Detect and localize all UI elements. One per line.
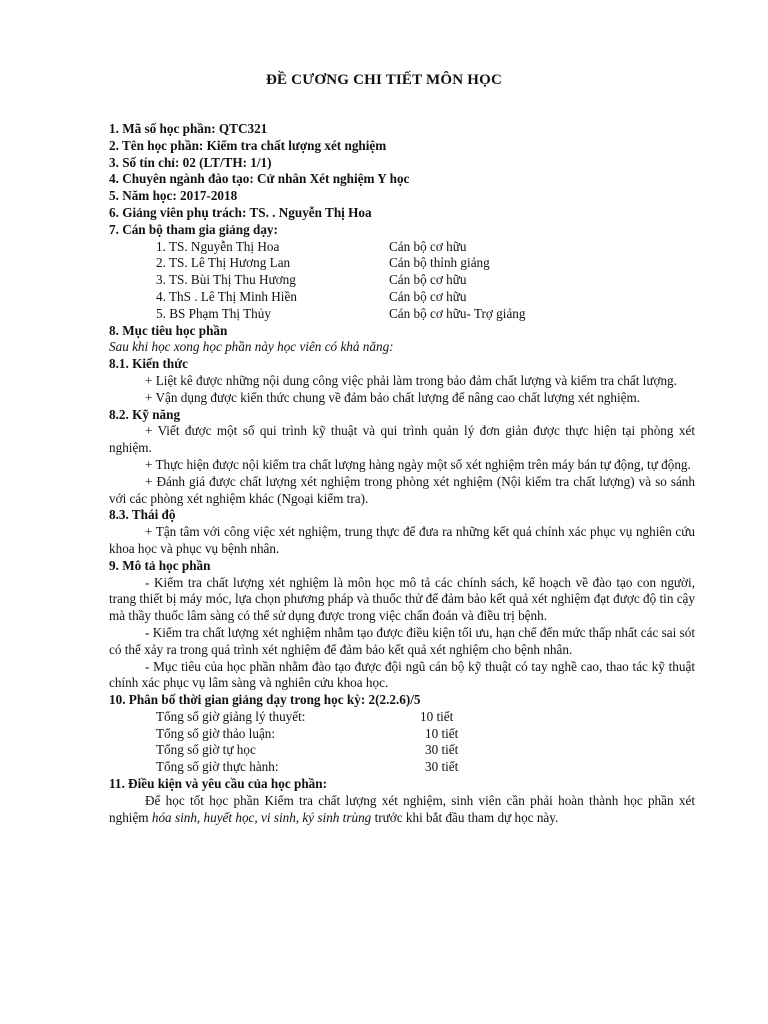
info-course-code: 1. Mã số học phần: QTC321 (109, 121, 268, 136)
hours-row (109, 726, 695, 743)
attitude-item: + Tận tâm với công việc xét nghiệm, trung thực để đưa ra những kết quả chính xác phục vụ nghiên cứu khoa học và phục vụ bệnh nhân. (109, 524, 695, 556)
section-8-heading: 8. Mục tiêu học phần (109, 322, 228, 338)
staff-row (109, 255, 695, 272)
prerequisite-text-end: trước khi bắt đầu tham dự học này. (371, 809, 559, 825)
prerequisite-paragraph (109, 793, 695, 827)
hours-row (109, 709, 695, 726)
staff-heading: 7. Cán bộ tham gia giảng dạy: (109, 221, 278, 237)
staff-row (109, 289, 695, 306)
prerequisite-text-start: Để học tốt học phần Kiểm tra chất lượng xét nghiệm, sinh viên cần phải hoàn thành học phần xét nghiệm (109, 792, 695, 825)
staff-row (109, 306, 695, 323)
knowledge-item: + Vận dụng được kiến thức chung về đảm bảo chất lượng để nâng cao chất lượng xét nghiệm. (145, 389, 641, 405)
section-8-1-heading: 8.1. Kiến thức (109, 356, 188, 372)
hours-value: 10 tiết (425, 725, 459, 741)
section-10-heading: 10. Phân bố thời gian giảng dạy trong học kỳ: 2(2.2.6)/5 (109, 692, 421, 708)
hours-label: Tổng số giờ giảng lý thuyết: (156, 708, 306, 724)
info-lecturer: 6. Giảng viên phụ trách: TS. . Nguyễn Thị Hoa (109, 204, 372, 220)
section-8-2-heading: 8.2. Kỹ năng (109, 406, 181, 422)
staff-row (109, 239, 695, 256)
description-item: - Kiểm tra chất lượng xét nghiệm là môn học mô tả các chính sách, kế hoạch về đào tạo con người, trang thiết bị máy móc, lựa chọn phương pháp và thuốc thử để đảm bảo kết quả xét nghiệm đạt được độ tin cậy mà thầy thuốc lâm sàng có thể sử dụng được trong việc chẩn đoán và điều trị bệnh. (109, 574, 696, 624)
staff-role: Cán bộ cơ hữu- Trợ giảng (389, 305, 526, 321)
info-school-year: 5. Năm học: 2017-2018 (109, 188, 238, 204)
description-item: - Mục tiêu của học phần nhằm đào tạo được đội ngũ cán bộ kỹ thuật có tay nghề cao, thao tác kỹ thuật chính xác phục vụ lâm sàng và nghiên cứu khoa học. (109, 658, 695, 691)
staff-role: Cán bộ cơ hữu (389, 238, 467, 254)
section-11-heading: 11. Điều kiện và yêu cầu của học phần: (109, 776, 327, 792)
staff-row (109, 272, 695, 289)
hours-value: 10 tiết (420, 708, 454, 724)
hours-value: 30 tiết (425, 759, 459, 775)
staff-name: 4. ThS . Lê Thị Minh Hiền (156, 288, 297, 304)
hours-label: Tổng số giờ thảo luận: (156, 725, 276, 741)
hours-label: Tổng số giờ tự học (156, 742, 256, 758)
prerequisite-courses: hóa sinh, huyết học, vi sinh, ký sinh trùng (151, 809, 372, 825)
staff-name: 1. TS. Nguyễn Thị Hoa (156, 238, 280, 254)
staff-name: 2. TS. Lê Thị Hương Lan (156, 255, 291, 271)
description-item: - Kiểm tra chất lượng xét nghiệm nhằm tạo được điều kiện tối ưu, hạn chế đến mức thấp nhất các sai sót có thể xảy ra trong quá trình xét nghiệm để đảm bảo kết quả xét nghiệm cho bệnh nhân. (109, 624, 695, 657)
hours-value: 30 tiết (425, 742, 459, 758)
staff-name: 3. TS. Bùi Thị Thu Hương (156, 272, 296, 288)
hours-row (109, 759, 695, 776)
document-title: ĐỀ CƯƠNG CHI TIẾT MÔN HỌC (266, 72, 502, 88)
knowledge-item: + Liệt kê được những nội dung công việc phải làm trong bảo đảm chất lượng và kiểm tra chất lượng. (145, 372, 677, 388)
section-8-3-heading: 8.3. Thái độ (109, 507, 176, 523)
section-9-heading: 9. Mô tả học phần (109, 557, 211, 573)
staff-role: Cán bộ cơ hữu (389, 288, 467, 304)
skill-item: + Viết được một số qui trình kỹ thuật và qui trình quản lý đơn giản được thực hiện tại phòng xét nghiệm. (109, 423, 695, 456)
skill-item: + Đánh giá được chất lượng xét nghiệm trong phòng xét nghiệm (Nội kiểm tra chất lượng) và so sánh với các phòng xét nghiệm khác (Ngoại kiểm tra). (109, 473, 695, 506)
hours-label: Tổng số giờ thực hành: (156, 759, 279, 775)
section-8-intro: Sau khi học xong học phần này học viên có khả năng: (109, 339, 394, 355)
staff-name: 5. BS Phạm Thị Thủy (156, 305, 271, 321)
staff-role: Cán bộ thỉnh giảng (389, 255, 490, 271)
staff-role: Cán bộ cơ hữu (389, 272, 467, 288)
info-major: 4. Chuyên ngành đào tạo: Cử nhân Xét nghiệm Y học (109, 171, 410, 187)
document-body (109, 121, 695, 826)
info-credits: 3. Số tín chỉ: 02 (LT/TH: 1/1) (109, 154, 272, 170)
info-course-name: 2. Tên học phần: Kiểm tra chất lượng xét nghiệm (109, 137, 387, 153)
hours-row (109, 742, 695, 759)
skill-item: + Thực hiện được nội kiểm tra chất lượng hàng ngày một số xét nghiệm trên máy bán tự động, tự động. (145, 456, 691, 472)
